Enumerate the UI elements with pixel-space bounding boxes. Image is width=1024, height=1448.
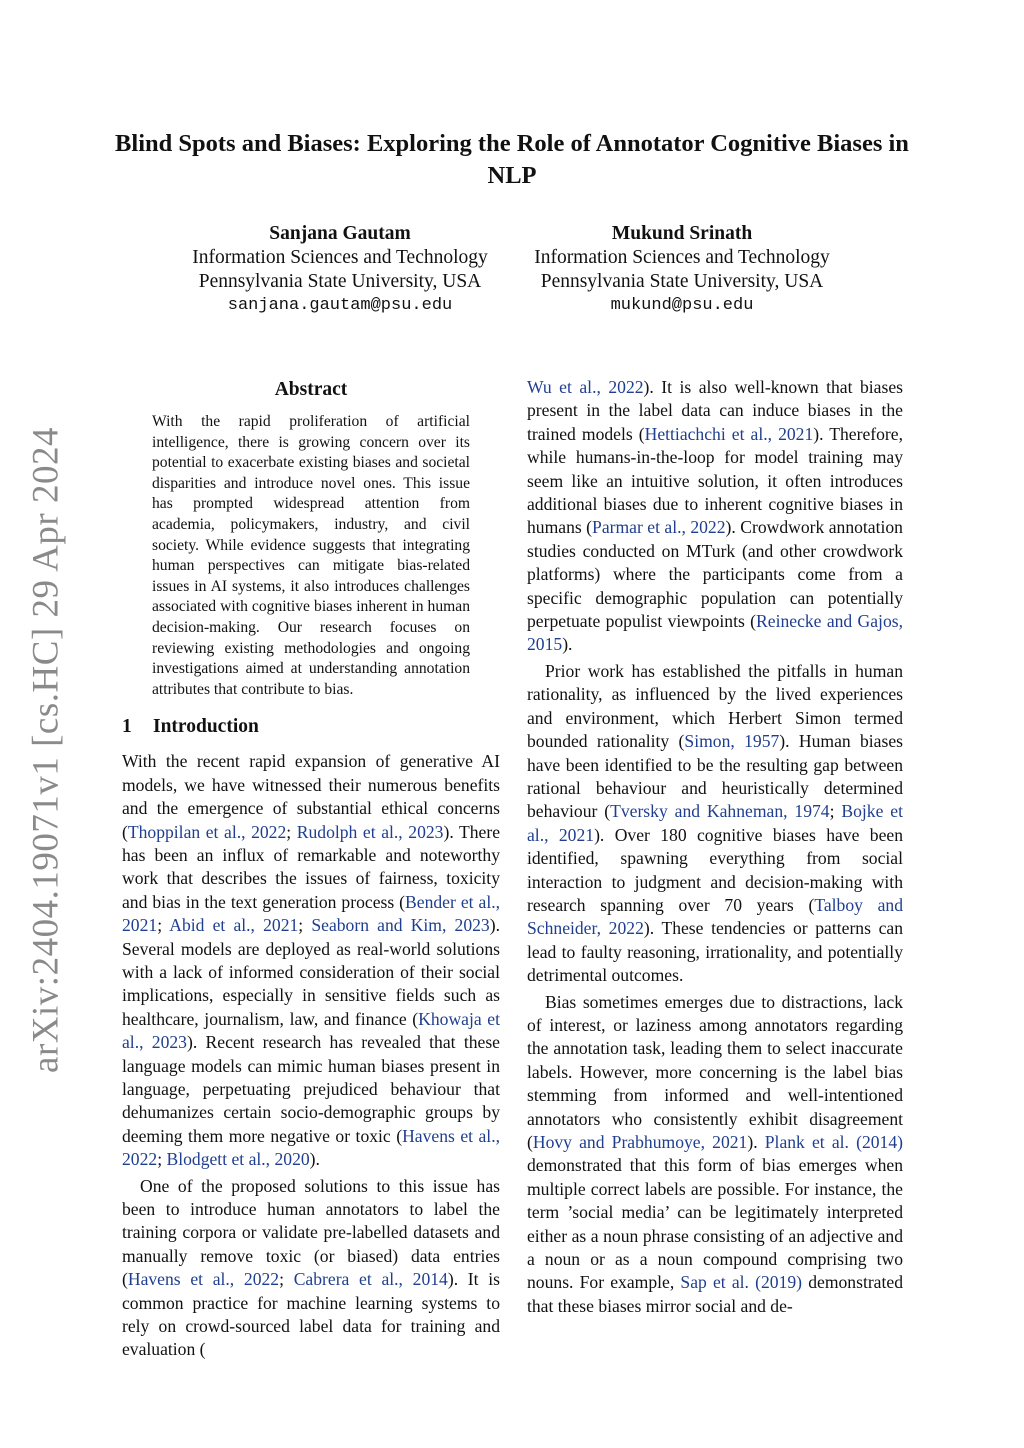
author-email[interactable]: sanjana.gautam@psu.edu	[227, 296, 453, 315]
author-institution: Pennsylvania State University, USA	[540, 271, 824, 292]
citation-link[interactable]: Bender et al., 2021	[122, 891, 501, 936]
intro-paragraph-2: One of the proposed solutions to this issue has been to introduce human annotators to label the training corpora or validate pre-labelled datasets and manually remove toxic (or biased) data entries (Havens et al., 2022; Cabrera et al., 2014). It is common practice for machine learning systems to rely on crowd-sourced label data for training and evaluation (	[122, 1175, 500, 1360]
citation-link[interactable]: Simon, 1957	[684, 731, 780, 752]
citation-link[interactable]: Blodgett et al., 2020	[166, 1149, 310, 1170]
citation-link[interactable]: Havens et al., 2022	[122, 1125, 500, 1170]
intro-paragraph-3: Prior work has established the pitfalls in human rationality, as influenced by the lived experiences and environment, which Herbert Simon termed bounded rationality (Simon, 1957). Human biases have been identified to be the resulting gap between rational behaviour and heuristically determined behaviour (Tversky and Kahneman, 1974; Bojke et al., 2021). Over 180 cognitive biases have been identified, spawning everything from social interaction to judgment and decision-making with research spanning over 70 years (Talboy and Schneider, 2022). These tendencies or patterns can lead to faulty reasoning, irrationality, and potentially detrimental outcomes.	[527, 660, 903, 986]
citation-link[interactable]: Tversky and Kahneman, 1974	[610, 801, 830, 822]
intro-paragraph-1: With the recent rapid expansion of generative AI models, we have witnessed their numerous benefits and the emergence of substantial ethical concerns (Thoppilan et al., 2022; Rudolph et al., 2023). There has been an influx of remarkable and noteworthy work that describes the issues of fairness, toxicity and bias in the text generation process (Bender et al., 2021; Abid et al., 2021; Seaborn and Kim, 2023). Several models are deployed as real-world solutions with a lack of informed consideration of their social implications, especially in sensitive fields such as healthcare, journalism, law, and finance (Khowaja et al., 2023). Recent research has revealed that these language models can mimic human biases present in language, perpetuating prejudiced behaviour that dehumanizes certain socio-demographic groups by deeming them more negative or toxic (Havens et al., 2022; Blodgett et al., 2020).	[122, 751, 501, 1170]
citation-link[interactable]: Parmar et al., 2022	[592, 517, 726, 538]
citation-link[interactable]: Wu et al., 2022	[527, 377, 644, 397]
intro-paragraph-2-continued: Wu et al., 2022). It is also well-known that biases present in the label data can induce biases in the trained models (Hettiachchi et al., 2021). Therefore, while humans-in-the-loop for model training may seem like an intuitive solution, it often introduces additional biases due to inherent cognitive biases in humans (Parmar et al., 2022). Crowdwork annotation studies conducted on MTurk (and other crowdwork platforms) where the participants come from a specific demographic population can potentially perpetuate populist viewpoints (Reinecke and Gajos, 2015).	[527, 377, 903, 655]
citation-link[interactable]: Bojke et al., 2021	[527, 801, 903, 845]
author-affiliation: Information Sciences and Technology	[192, 247, 488, 268]
section-number: 1	[122, 716, 132, 738]
citation-link[interactable]: Abid et al., 2021	[169, 915, 299, 936]
author-institution: Pennsylvania State University, USA	[198, 271, 482, 292]
citation-link[interactable]: Sap et al. (2019)	[680, 1272, 803, 1293]
author-email[interactable]: mukund@psu.edu	[610, 296, 754, 315]
citation-link[interactable]: Hovy and Prabhumoye, 2021	[532, 1132, 748, 1152]
citation-link[interactable]: Seaborn and Kim, 2023	[311, 915, 490, 936]
citation-link[interactable]: Talboy and Schneider, 2022	[527, 894, 903, 939]
citation-link[interactable]: Hettiachchi et al., 2021	[644, 423, 814, 444]
citation-link[interactable]: Cabrera et al., 2014	[293, 1269, 448, 1290]
author-block-1	[170, 222, 510, 318]
citation-link[interactable]: Havens et al., 2022	[127, 1269, 280, 1290]
author-affiliation: Information Sciences and Technology	[534, 247, 830, 268]
right-column	[527, 376, 903, 1318]
arxiv-identifier: arXiv:2404.19071v1 [cs.HC] 29 Apr 2024	[25, 427, 67, 1073]
author-block-2	[510, 222, 854, 318]
section-heading-introduction	[122, 714, 500, 740]
section-title: Introduction	[153, 716, 259, 738]
citation-link[interactable]: Khowaja et al., 2023	[122, 1008, 500, 1053]
abstract-heading: Abstract	[274, 379, 348, 400]
citation-link[interactable]: Rudolph et al., 2023	[296, 821, 444, 842]
author-name: Sanjana Gautam	[269, 223, 411, 244]
abstract-text: With the rapid proliferation of artificial intelligence, there is growing concern over its potential to exacerbate existing biases and societal disparities and introduce novel ones. This issue has prompted widespread attention from academia, policymakers, industry, and civil society. While evidence suggests that integrating human perspectives can mitigate bias-related issues in AI systems, it also introduces challenges associated with cognitive biases inherent in human decision-making. Our research focuses on reviewing existing methodologies and ongoing investigations aimed at understanding annotation attributes that contribute to bias.	[152, 413, 470, 698]
citation-link[interactable]: Thoppilan et al., 2022	[127, 821, 287, 842]
author-name: Mukund Srinath	[611, 223, 753, 244]
citation-link[interactable]: Plank et al. (2014)	[764, 1132, 904, 1152]
citation-link[interactable]: Reinecke and Gajos, 2015	[527, 611, 903, 655]
intro-paragraph-4: Bias sometimes emerges due to distractions, lack of interest, or laziness among annotators regarding the annotation task, leading them to select inaccurate labels. However, more concerning is the label bias stemming from informed and well-intentioned annotators who consistently exhibit disagreement (Hovy and Prabhumoye, 2021). Plank et al. (2014) demonstrated that this form of bias emerges when multiple correct labels are possible. For instance, the term ’social media’ can be legitimately interpreted either as a noun phrase consisting of an adjective and a noun or as a noun compound comprising two nouns. For example, Sap et al. (2019) demonstrated that these biases mirror social and de-	[527, 991, 904, 1316]
left-column	[122, 376, 500, 1362]
paper-title: Blind Spots and Biases: Exploring the Role of Annotator Cognitive Biases in NLP	[115, 130, 909, 189]
